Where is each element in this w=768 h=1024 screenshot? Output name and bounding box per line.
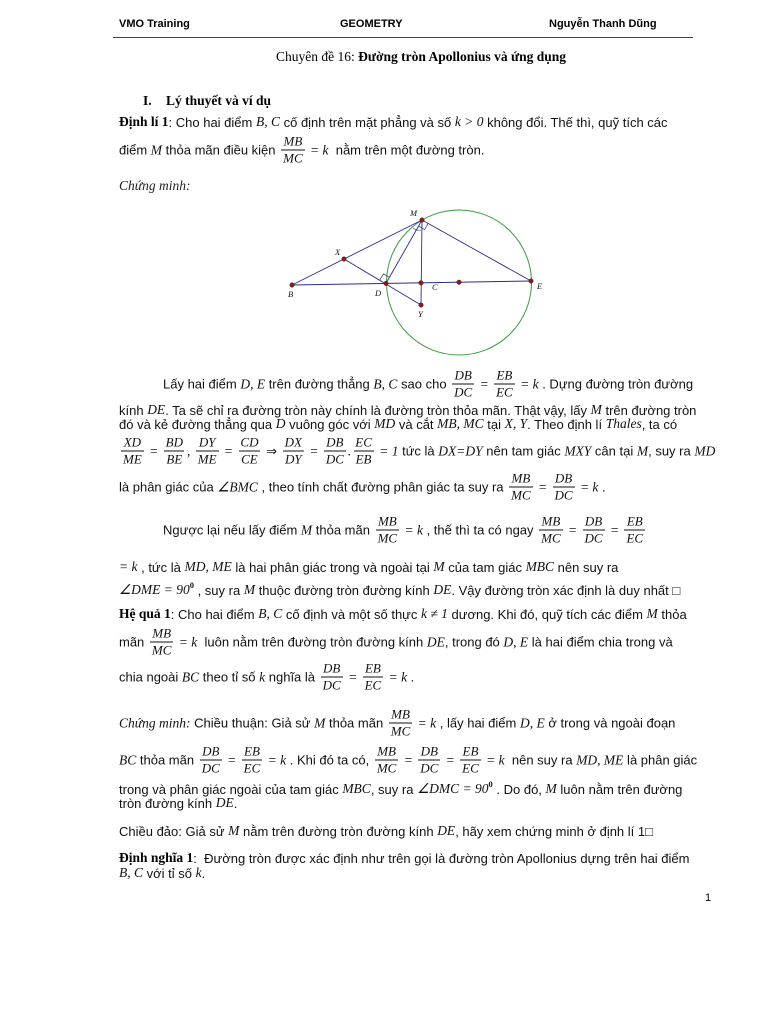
math-expression: =	[145, 443, 162, 458]
text-run: nằm trên một đường tròn.	[328, 142, 485, 158]
point-center	[457, 280, 461, 284]
math-expression: Thales	[605, 416, 642, 431]
fraction-numerator: MB	[152, 625, 172, 641]
fraction	[460, 745, 481, 776]
fraction-denominator: EC	[243, 760, 261, 776]
definition-1-line-1	[119, 850, 690, 866]
text-run: , ta có	[641, 416, 678, 432]
label-c: C	[432, 282, 438, 292]
fraction-denominator: DC	[201, 760, 220, 776]
header-rule	[113, 37, 693, 38]
fraction	[452, 369, 474, 400]
math-expression: =	[564, 522, 581, 537]
text-run: vuông góc với	[285, 416, 375, 432]
text-run: trên đường thẳng	[265, 376, 374, 392]
fraction-denominator: MC	[283, 150, 303, 166]
text-run: trong và phân giác ngoài của tam giác	[119, 781, 343, 797]
text-run: . Khi đó ta có,	[286, 752, 373, 768]
fraction-denominator: EC	[364, 677, 382, 693]
converse-line-2	[119, 559, 618, 575]
math-expression: M	[646, 606, 658, 621]
text-run: kính	[119, 402, 148, 418]
text-run: trên đường tròn	[601, 402, 697, 418]
proof-1-line-1	[163, 369, 693, 400]
fraction	[539, 515, 563, 546]
math-expression: BC	[181, 669, 200, 684]
label-x: X	[335, 247, 341, 257]
math-expression: B, C	[255, 114, 280, 129]
math-expression: MD	[694, 443, 716, 458]
fraction-numerator: DY	[198, 434, 216, 450]
math-expression: M	[314, 715, 326, 730]
math-expression: DE	[147, 402, 166, 417]
fraction-denominator: DC	[554, 487, 573, 503]
label-d: D	[375, 288, 382, 298]
text-run: là hai phân giác trong và ngoài tại	[231, 559, 434, 575]
text-run: Lấy hai điểm	[163, 376, 241, 392]
math-expression: M	[433, 559, 445, 574]
fraction-denominator: MC	[390, 723, 411, 739]
math-expression: =	[442, 752, 459, 767]
text-run: mãn	[119, 634, 148, 650]
fraction	[583, 515, 605, 546]
fraction-denominator: EC	[626, 530, 644, 546]
text-run: . Vậy đường tròn xác định là duy nhất □	[451, 582, 681, 598]
math-expression: =	[305, 443, 322, 458]
fraction-numerator: MB	[377, 513, 397, 529]
math-expression: DX=DY	[438, 443, 483, 458]
text-run: nghĩa là	[265, 669, 319, 685]
math-expression: = 1	[375, 443, 399, 458]
text-run: . Theo định lí	[527, 416, 606, 432]
fraction	[150, 627, 174, 658]
fraction-denominator: MC	[377, 530, 398, 546]
text-run: . Dựng đường tròn đường	[538, 376, 694, 392]
fraction-denominator: DC	[322, 677, 341, 693]
fraction	[238, 436, 260, 467]
math-expression: =	[220, 443, 237, 458]
text-run: , suy ra	[648, 443, 695, 459]
segment-me	[422, 220, 531, 281]
text-run: chia ngoài	[119, 669, 182, 685]
corollary-proof-line-1	[119, 708, 675, 739]
text-run: là phân giác của	[119, 479, 218, 495]
point-x	[342, 257, 346, 261]
bold-label: Định nghĩa 1	[119, 850, 194, 865]
text-run: với tỉ số	[143, 865, 196, 881]
superscript: 0	[488, 779, 493, 789]
fraction	[375, 745, 399, 776]
segment-be	[292, 281, 531, 285]
text-run: thuộc đường tròn đường kính	[255, 582, 434, 598]
fraction-numerator: EB	[244, 743, 260, 759]
theorem-1-line-1	[119, 114, 668, 130]
text-run: .	[201, 865, 206, 881]
fraction-denominator: DC	[454, 384, 473, 400]
text-run: theo tỉ số	[199, 669, 260, 685]
math-expression: ∠BMC	[217, 479, 258, 494]
fraction-numerator: DB	[326, 434, 344, 450]
page-title	[276, 49, 566, 65]
math-expression: M	[590, 402, 602, 417]
text-run: , tức là	[137, 559, 185, 575]
text-run: thỏa	[657, 606, 687, 622]
fraction-numerator: EB	[462, 743, 479, 759]
fraction	[283, 436, 304, 467]
math-expression: =	[223, 752, 240, 767]
text-run: , theo tính chất đường phân giác ta suy ra	[257, 479, 508, 495]
math-expression: ∠DMC = 90	[417, 781, 489, 796]
math-expression: = k	[576, 479, 599, 494]
label-m: M	[410, 208, 418, 218]
fraction	[200, 745, 222, 776]
math-expression: DE	[433, 582, 452, 597]
text-run: , suy ra	[193, 582, 244, 598]
apollonius-figure	[280, 200, 550, 360]
math-expression: k	[259, 669, 266, 684]
text-run: là phân giác	[623, 752, 698, 768]
proof-1-line-5	[119, 472, 606, 503]
fraction-numerator: DB	[420, 743, 438, 759]
text-run: .	[407, 669, 415, 685]
fraction-denominator: BE	[166, 451, 183, 467]
math-expression: M	[300, 522, 313, 537]
text-run: .	[233, 795, 238, 811]
converse-line-1	[163, 515, 647, 546]
text-run: Ngược lại nếu lấy điểm	[163, 522, 301, 538]
fraction-numerator: DB	[323, 660, 341, 676]
fraction-denominator: EC	[496, 384, 513, 400]
math-expression: MD, ME	[576, 752, 624, 767]
corollary-proof-line-5	[119, 823, 653, 839]
label-y: Y	[418, 309, 423, 319]
math-expression: .	[347, 443, 352, 458]
fraction-denominator: MC	[541, 530, 561, 546]
bold-label: Hệ quả 1	[119, 606, 171, 621]
math-expression: = k	[306, 142, 329, 157]
section-number: I.	[143, 93, 152, 108]
text-run: nằm trên đường tròn đường kính	[239, 823, 438, 839]
text-run: ở trong và ngoài đoạn	[544, 715, 676, 731]
text-run: .	[598, 479, 606, 495]
fraction-denominator: EC	[462, 760, 479, 776]
math-expression: = k	[482, 752, 505, 767]
text-run: nên suy ra	[554, 559, 619, 575]
point-y	[419, 303, 423, 307]
text-run: . Ta sẽ chỉ ra đường tròn này chính là đường tròn thỏa mãn. Thật vậy, lấy	[165, 402, 591, 418]
text-run: nên suy ra	[504, 752, 577, 768]
text-run: đó và kẻ đường thẳng qua	[119, 416, 276, 432]
text-run: thỏa mãn	[136, 752, 198, 768]
corollary-proof-line-4	[119, 795, 237, 811]
math-expression: B, C	[258, 606, 283, 621]
fraction-denominator: DC	[420, 760, 439, 776]
math-expression: X, Y	[504, 416, 528, 431]
fraction	[553, 472, 575, 503]
superscript: 0	[189, 580, 194, 590]
fraction	[363, 662, 384, 693]
text-run: và cắt	[395, 416, 438, 432]
point-m	[420, 218, 424, 222]
definition-1-line-2	[119, 865, 205, 881]
text-run: dương. Khi đó, quỹ tích các điểm	[447, 606, 647, 622]
fraction	[281, 135, 305, 166]
math-expression: B, C	[373, 376, 398, 391]
math-expression: = k	[175, 634, 198, 649]
theorem-1-line-2	[119, 135, 484, 166]
math-expression: MBC	[525, 559, 555, 574]
text-run: cố định trên mặt phẳng và số	[279, 114, 455, 130]
corollary-1-line-2	[119, 627, 673, 658]
fraction-numerator: EB	[626, 513, 643, 529]
segment-bm	[292, 220, 422, 285]
converse-line-3	[119, 582, 680, 598]
math-expression: =	[400, 752, 417, 767]
text-run: không đổi. Thế thì, quỹ tích các	[483, 114, 668, 130]
fraction-denominator: DC	[584, 530, 603, 546]
text-run: thỏa mãn	[325, 715, 387, 731]
math-expression: = k	[264, 752, 287, 767]
fraction-numerator: EC	[355, 434, 372, 450]
fraction-numerator: DB	[202, 743, 220, 759]
fraction-numerator: MB	[511, 470, 531, 486]
math-expression: ,	[187, 443, 194, 458]
bold-label: Định lí 1	[119, 114, 169, 129]
label-b: B	[288, 289, 294, 299]
text-run: Chiều đảo: Giả sử	[119, 823, 229, 839]
text-run: thỏa mãn	[312, 522, 374, 538]
corollary-proof-line-2	[119, 745, 697, 776]
fraction	[164, 436, 185, 467]
point-d	[384, 281, 388, 285]
fraction	[321, 662, 343, 693]
math-expression: MD, ME	[184, 559, 232, 574]
text-run: : Cho hai điểm	[170, 606, 259, 622]
segment-md	[386, 220, 422, 283]
fraction-numerator: XD	[123, 434, 142, 450]
segment-my	[421, 220, 422, 305]
fraction-numerator: DB	[454, 367, 472, 383]
math-expression: = k	[385, 669, 408, 684]
math-expression: M	[545, 781, 557, 796]
math-expression: DE	[426, 634, 445, 649]
text-run: tròn đường kính	[119, 795, 216, 811]
math-expression: DE	[215, 795, 234, 810]
text-run: nên tam giác	[482, 443, 565, 459]
fraction	[242, 745, 263, 776]
text-run: cố định và một số thực	[282, 606, 421, 622]
text-run: điểm	[119, 142, 151, 158]
text-run: Chiều thuận: Giả sử	[190, 715, 315, 731]
header-right: Nguyễn Thanh Dũng	[549, 18, 657, 30]
fraction	[376, 515, 400, 546]
fraction-numerator: EB	[364, 660, 381, 676]
fraction-numerator: MB	[541, 513, 561, 529]
math-expression: = k	[401, 522, 423, 537]
fraction-numerator: MB	[283, 133, 303, 149]
page-number: 1	[705, 892, 712, 904]
fraction-numerator: BD	[165, 434, 183, 450]
math-expression: =	[476, 376, 493, 391]
fraction-numerator: CD	[240, 434, 259, 450]
math-expression: M	[228, 823, 240, 838]
math-expression: M	[636, 443, 649, 458]
math-expression: M	[243, 582, 256, 597]
math-expression: M	[150, 142, 163, 157]
proof-label: Chứng minh:	[119, 178, 191, 193]
corollary-1-line-3	[119, 662, 414, 693]
math-expression: =	[534, 479, 551, 494]
fraction-denominator: DY	[284, 451, 302, 467]
fraction	[624, 515, 645, 546]
text-run: , suy ra	[370, 781, 418, 797]
fraction-numerator: MB	[391, 706, 410, 722]
text-run: tại	[483, 416, 505, 432]
fraction-denominator: MC	[376, 760, 397, 776]
proof-1-line-4	[119, 436, 715, 467]
fraction-denominator: EB	[355, 451, 372, 467]
fraction-denominator: MC	[151, 642, 172, 658]
fraction	[353, 436, 374, 467]
fraction	[121, 436, 144, 467]
segment-xy	[344, 259, 421, 305]
fraction	[389, 708, 413, 739]
fraction-denominator: CE	[241, 451, 258, 467]
math-expression: =	[606, 522, 623, 537]
math-expression: BC	[119, 752, 137, 767]
fraction-denominator: MC	[511, 487, 531, 503]
math-expression: k > 0	[454, 114, 484, 129]
math-expression: D, E	[240, 376, 266, 391]
text-run: , hãy xem chứng minh ở định lí 1□	[455, 823, 653, 839]
point-e	[529, 279, 533, 283]
section-title: Lý thuyết và ví dụ	[166, 93, 272, 108]
text-run: ⇒	[262, 443, 281, 458]
text-run: của tam giác	[444, 559, 526, 575]
math-expression: = k	[119, 559, 138, 574]
proof-1-line-3	[119, 416, 677, 432]
point-c	[419, 281, 423, 285]
text-run: tức là	[398, 443, 439, 459]
fraction	[324, 436, 346, 467]
math-expression: =	[344, 669, 361, 684]
fraction-numerator: DB	[584, 513, 603, 529]
text-run: cân tại	[591, 443, 637, 459]
text-run: sao cho	[397, 376, 451, 392]
fraction-numerator: DX	[284, 434, 302, 450]
text-run: , lấy hai điểm	[436, 715, 520, 731]
fraction-numerator: EB	[496, 367, 513, 383]
math-expression: k	[195, 865, 202, 880]
fraction-denominator: ME	[123, 451, 142, 467]
text-run: . Do đó,	[492, 781, 546, 797]
fraction	[418, 745, 440, 776]
math-expression: D	[275, 416, 286, 431]
text-run: , trong đó	[444, 634, 504, 650]
math-expression: D, E	[503, 634, 529, 649]
fraction-denominator: ME	[197, 451, 217, 467]
fraction	[509, 472, 533, 503]
math-expression: k ≠ 1	[421, 606, 448, 621]
text-run: luôn nằm trên đường tròn đường kính	[197, 634, 427, 650]
title-prefix: Chuyên đề 16:	[276, 49, 359, 64]
fraction-numerator: DB	[554, 470, 573, 486]
math-expression: = k	[516, 376, 539, 391]
text-run: : Đường tròn được xác định như trên gọi là đường tròn Apollonius dựng trên hai điểm	[193, 850, 690, 866]
math-expression: DE	[437, 823, 456, 838]
math-expression: MB, MC	[437, 416, 484, 431]
math-expression: D, E	[519, 715, 545, 730]
italic-label: Chứng minh:	[119, 715, 191, 730]
corollary-1-line-1	[119, 606, 687, 622]
header-left: VMO Training	[119, 18, 190, 30]
fraction	[196, 436, 219, 467]
fraction-numerator: MB	[377, 743, 396, 759]
text-run: là hai điểm chia trong và	[528, 634, 673, 650]
math-expression: B, C	[119, 865, 144, 880]
math-expression: ∠DME = 90	[119, 582, 190, 597]
fraction	[494, 369, 515, 400]
math-expression: MXY	[564, 443, 592, 458]
label-e: E	[537, 281, 543, 291]
header-center: GEOMETRY	[340, 18, 403, 30]
text-run: : Cho hai điểm	[168, 114, 256, 130]
text-run: luôn nằm trên đường	[556, 781, 683, 797]
text-run: thỏa mãn điều kiện	[162, 142, 280, 158]
math-expression: MD	[374, 416, 396, 431]
fraction-denominator: DC	[325, 451, 344, 467]
math-expression: MBC	[342, 781, 371, 796]
text-run: , thế thì ta có ngay	[422, 522, 538, 538]
point-b	[290, 283, 294, 287]
math-expression: = k	[414, 715, 437, 730]
title-main: Đường tròn Apollonius và ứng dụng	[358, 49, 566, 64]
